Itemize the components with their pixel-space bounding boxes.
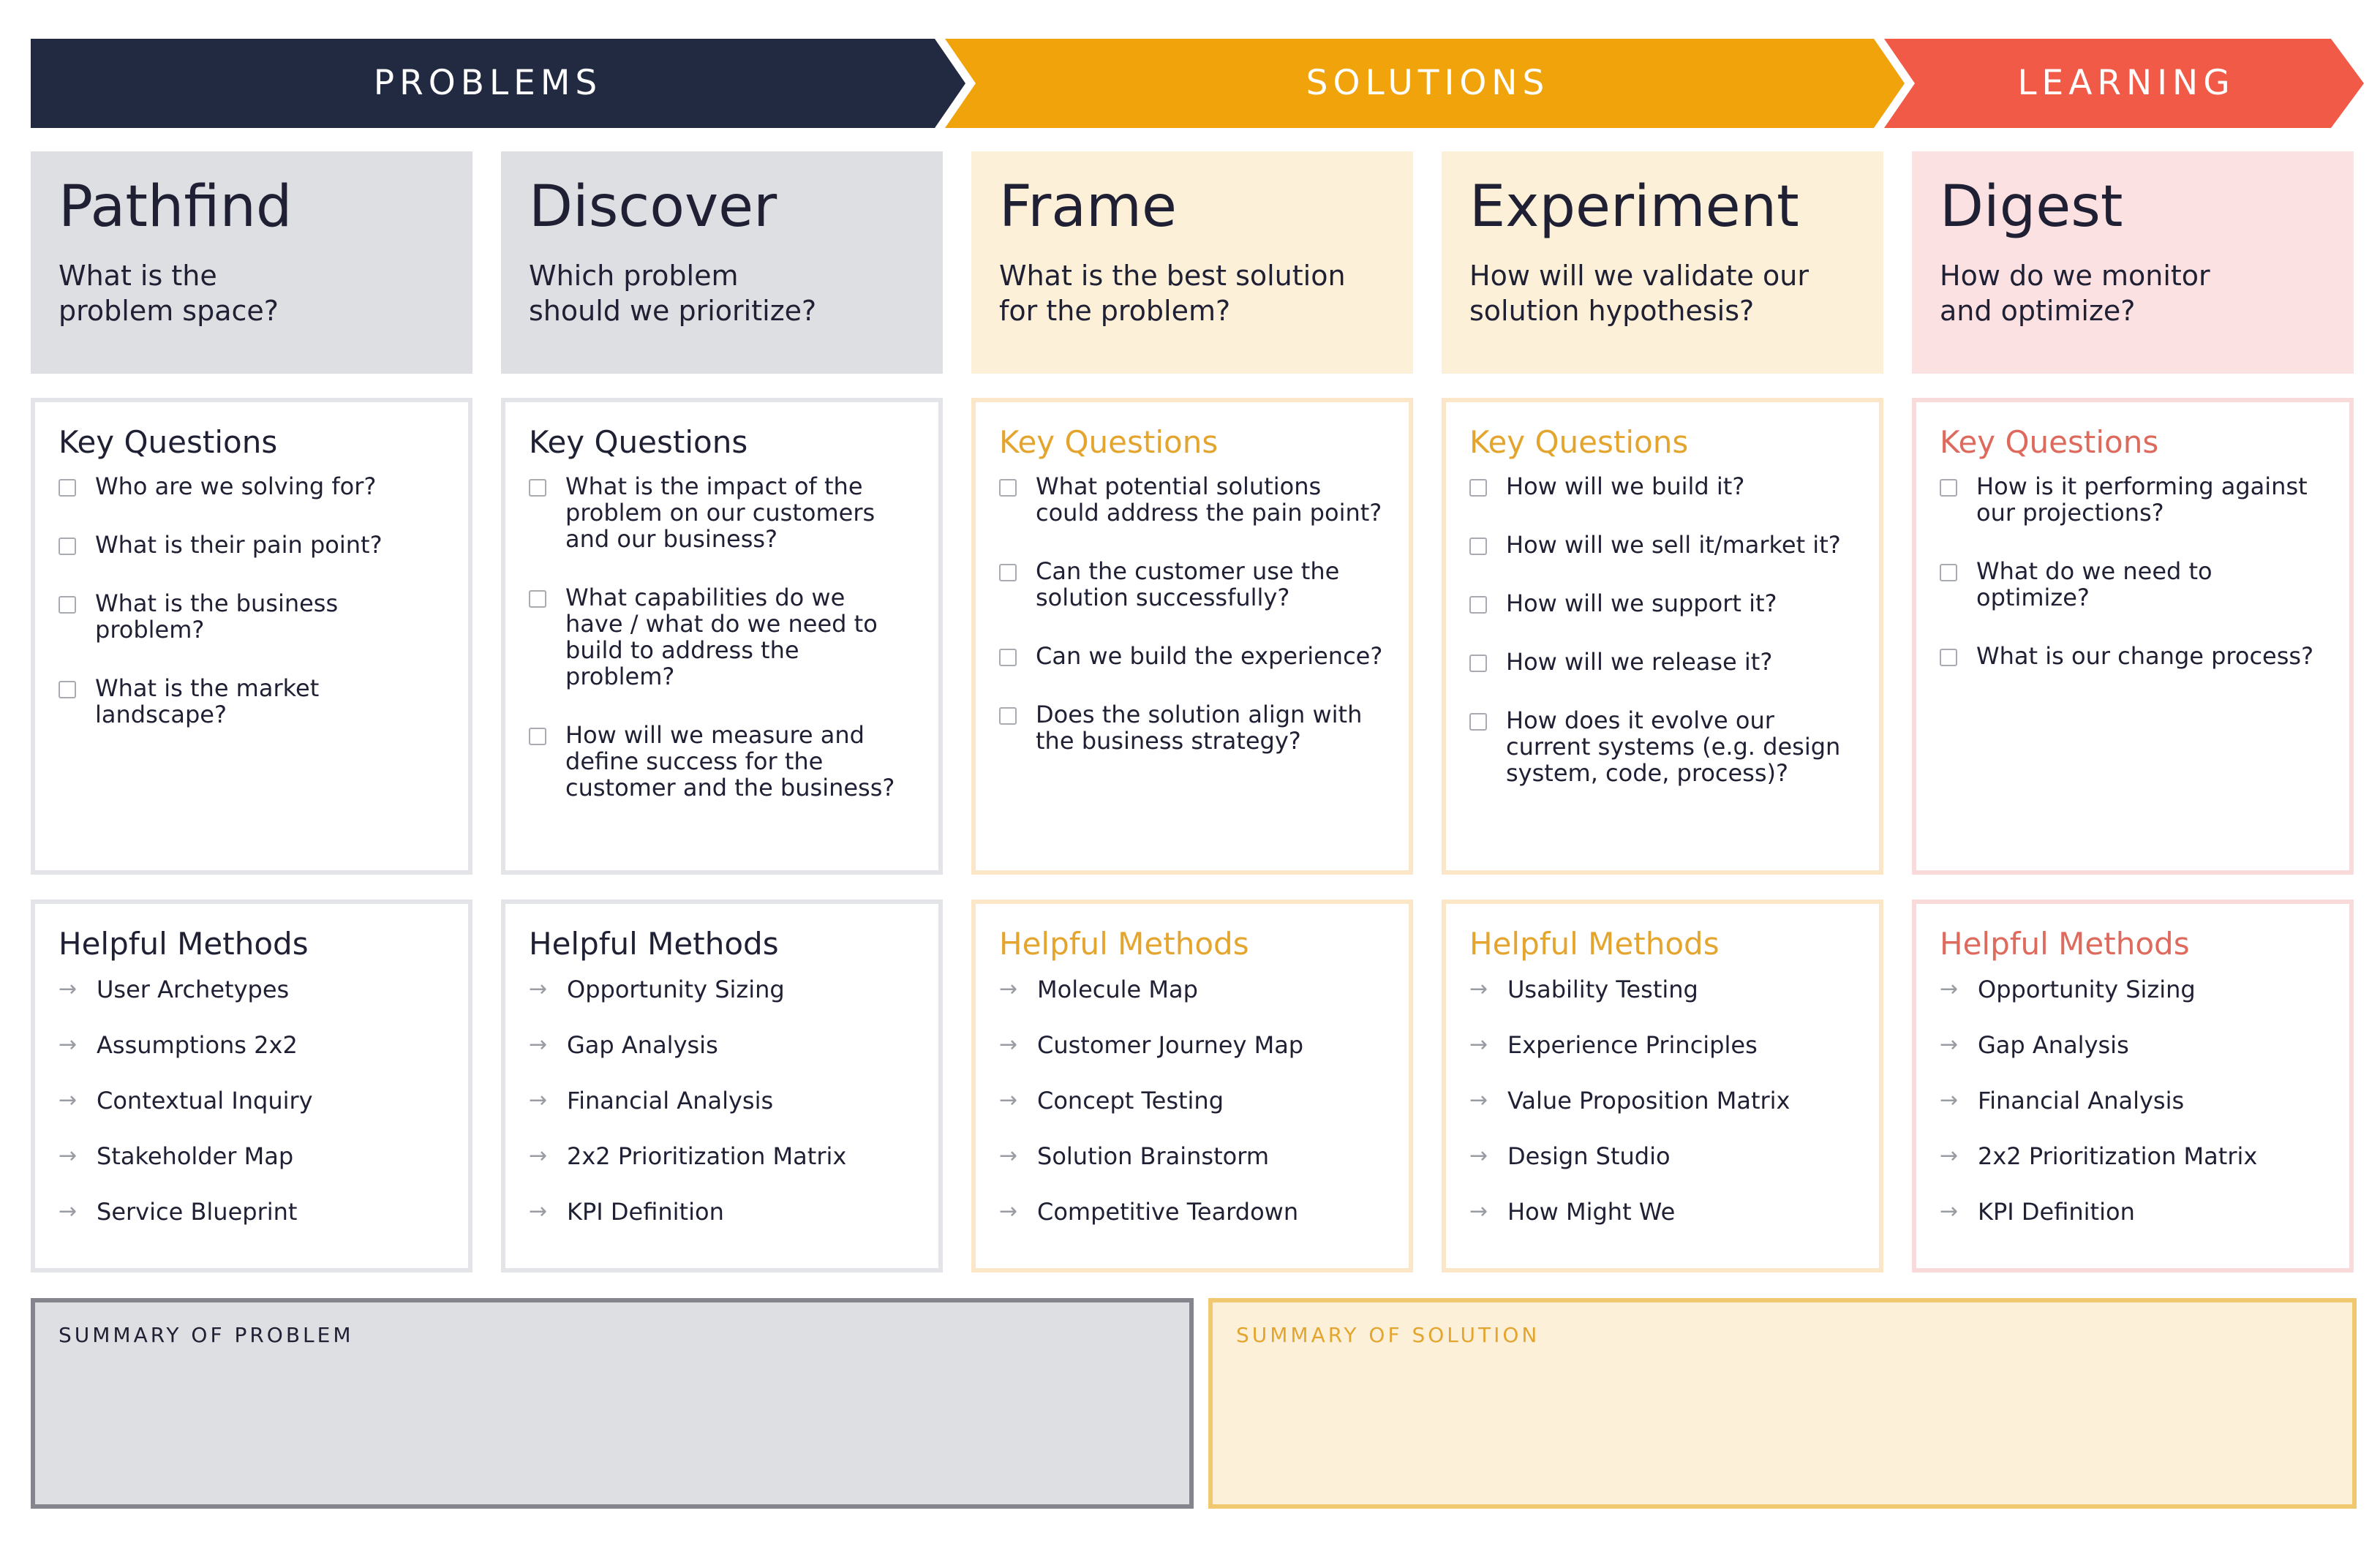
stage-subtitle: Which problem should we prioritize?: [529, 259, 817, 327]
method-item: [529, 1142, 915, 1171]
question-item: [1469, 532, 1856, 558]
stage-subtitle: How will we validate our solution hypothesis?: [1469, 259, 1809, 327]
key-questions-title: Key Questions: [1940, 424, 2159, 460]
question-text: How will we build it?: [1506, 472, 1745, 500]
phase-label-learning: LEARNING: [2017, 63, 2235, 103]
method-item: [529, 975, 915, 1004]
method-text: 2x2 Prioritization Matrix: [1978, 1142, 2258, 1170]
method-item: [529, 1197, 915, 1226]
arrow-right-icon: →: [1469, 1087, 1488, 1113]
question-text: What is the market landscape?: [95, 674, 320, 728]
method-text: Opportunity Sizing: [567, 976, 785, 1003]
question-item: [1469, 649, 1856, 675]
arrow-right-icon: →: [1469, 1199, 1488, 1224]
question-item: [529, 584, 915, 690]
method-item: [1469, 1030, 1856, 1060]
question-text: Can we build the experience?: [1036, 642, 1383, 670]
helpful-methods-card-experiment: [1442, 900, 1883, 1272]
method-item: [999, 1142, 1385, 1171]
method-text: Stakeholder Map: [97, 1142, 294, 1170]
method-item: [59, 1086, 445, 1115]
summary-label: SUMMARY OF PROBLEM: [59, 1323, 354, 1347]
stage-title: Experiment: [1469, 174, 1799, 240]
key-questions-card-experiment: [1442, 398, 1883, 875]
question-text: How will we sell it/market it?: [1506, 531, 1841, 559]
question-text: Can the customer use the solution successfully?: [1036, 557, 1340, 611]
stage-subtitle: What is the best solution for the problem?: [999, 259, 1346, 327]
question-text: How will we release it?: [1506, 648, 1773, 676]
checkbox-icon[interactable]: [59, 596, 76, 614]
method-text: 2x2 Prioritization Matrix: [567, 1142, 847, 1170]
checkbox-icon[interactable]: [999, 707, 1017, 725]
arrow-right-icon: →: [1940, 1199, 1959, 1224]
question-item: [1940, 558, 2326, 611]
arrow-right-icon: →: [529, 1087, 548, 1113]
helpful-methods-title: Helpful Methods: [1940, 926, 2190, 962]
arrow-right-icon: →: [59, 1087, 78, 1113]
method-text: Molecule Map: [1037, 976, 1198, 1003]
question-item: [59, 473, 445, 499]
summary-of-problem[interactable]: [31, 1298, 1194, 1509]
method-item: [59, 975, 445, 1004]
arrow-right-icon: →: [59, 1032, 78, 1057]
stage-header-frame: [971, 151, 1413, 374]
question-item: [529, 473, 915, 552]
question-text: How is it performing against our projections?: [1976, 472, 2308, 527]
question-item: [1940, 643, 2326, 669]
arrow-right-icon: →: [529, 1143, 548, 1169]
key-questions-title: Key Questions: [1469, 424, 1689, 460]
question-text: What is the impact of the problem on our customers and our business?: [565, 472, 875, 553]
arrow-right-icon: →: [999, 1143, 1018, 1169]
question-item: [59, 590, 445, 643]
helpful-methods-title: Helpful Methods: [999, 926, 1249, 962]
stage-title: Pathfind: [59, 174, 293, 240]
method-text: Financial Analysis: [1978, 1087, 2185, 1115]
arrow-right-icon: →: [59, 1143, 78, 1169]
stage-title: Digest: [1940, 174, 2123, 240]
key-questions-card-frame: [971, 398, 1413, 875]
question-text: What capabilities do we have / what do we need to build to address the problem?: [565, 584, 878, 690]
question-item: [529, 722, 915, 801]
stage-header-experiment: [1442, 151, 1883, 374]
phase-banner: [31, 39, 2364, 128]
arrow-right-icon: →: [999, 1032, 1018, 1057]
checkbox-icon[interactable]: [1940, 649, 1957, 666]
stage-subtitle: How do we monitor and optimize?: [1940, 259, 2210, 327]
method-item: [529, 1030, 915, 1060]
method-item: [59, 1030, 445, 1060]
key-questions-title: Key Questions: [529, 424, 748, 460]
arrow-right-icon: →: [999, 1087, 1018, 1113]
method-item: [1940, 1086, 2326, 1115]
checkbox-icon[interactable]: [1940, 479, 1957, 497]
question-text: How will we support it?: [1506, 589, 1777, 617]
method-item: [999, 1030, 1385, 1060]
checkbox-icon[interactable]: [1469, 713, 1487, 731]
stage-header-discover: [501, 151, 943, 374]
helpful-methods-card-discover: [501, 900, 943, 1272]
question-text: How will we measure and define success for the customer and the business?: [565, 721, 895, 802]
method-item: [1940, 1142, 2326, 1171]
checkbox-icon[interactable]: [999, 649, 1017, 666]
phase-label-solutions: SOLUTIONS: [1306, 63, 1550, 103]
question-item: [59, 675, 445, 728]
question-item: [59, 532, 445, 558]
checkbox-icon[interactable]: [1469, 479, 1487, 497]
arrow-right-icon: →: [999, 976, 1018, 1002]
method-item: [999, 975, 1385, 1004]
method-text: Usability Testing: [1507, 976, 1698, 1003]
method-text: Assumptions 2x2: [97, 1031, 298, 1059]
stage-header-pathfind: [31, 151, 472, 374]
key-questions-card-discover: [501, 398, 943, 875]
method-text: Concept Testing: [1037, 1087, 1224, 1115]
checkbox-icon[interactable]: [529, 728, 546, 745]
arrow-right-icon: →: [1940, 1032, 1959, 1057]
method-text: How Might We: [1507, 1198, 1676, 1226]
key-questions-card-pathfind: [31, 398, 472, 875]
method-item: [1940, 1197, 2326, 1226]
key-questions-card-digest: [1912, 398, 2354, 875]
checkbox-icon[interactable]: [999, 479, 1017, 497]
question-item: [1469, 590, 1856, 616]
method-text: Gap Analysis: [1978, 1031, 2129, 1059]
arrow-right-icon: →: [1469, 1032, 1488, 1057]
checkbox-icon[interactable]: [1469, 655, 1487, 672]
method-item: [59, 1142, 445, 1171]
method-item: [59, 1197, 445, 1226]
arrow-right-icon: →: [1940, 1143, 1959, 1169]
arrow-right-icon: →: [1940, 976, 1959, 1002]
method-item: [529, 1086, 915, 1115]
checkbox-icon[interactable]: [529, 479, 546, 497]
method-text: Contextual Inquiry: [97, 1087, 313, 1115]
question-text: How does it evolve our current systems (e.g. design system, code, process)?: [1506, 706, 1841, 787]
helpful-methods-card-pathfind: [31, 900, 472, 1272]
method-text: Opportunity Sizing: [1978, 976, 2196, 1003]
method-text: KPI Definition: [1978, 1198, 2135, 1226]
key-questions-title: Key Questions: [999, 424, 1219, 460]
checkbox-icon[interactable]: [59, 479, 76, 497]
arrow-right-icon: →: [999, 1199, 1018, 1224]
question-text: Who are we solving for?: [95, 472, 377, 500]
question-item: [1469, 473, 1856, 499]
method-item: [1469, 1086, 1856, 1115]
method-item: [999, 1086, 1385, 1115]
arrow-right-icon: →: [1469, 1143, 1488, 1169]
question-text: What is our change process?: [1976, 642, 2314, 670]
helpful-methods-card-frame: [971, 900, 1413, 1272]
arrow-right-icon: →: [59, 1199, 78, 1224]
checkbox-icon[interactable]: [529, 590, 546, 608]
helpful-methods-card-digest: [1912, 900, 2354, 1272]
question-item: [999, 643, 1385, 669]
method-text: Customer Journey Map: [1037, 1031, 1304, 1059]
question-text: Does the solution align with the business strategy?: [1036, 701, 1363, 755]
checkbox-icon[interactable]: [1940, 564, 1957, 581]
method-text: KPI Definition: [567, 1198, 724, 1226]
checkbox-icon[interactable]: [59, 538, 76, 555]
arrow-right-icon: →: [529, 1199, 548, 1224]
stage-subtitle: What is the problem space?: [59, 259, 279, 327]
summary-label: SUMMARY OF SOLUTION: [1236, 1323, 1540, 1347]
question-text: What is their pain point?: [95, 531, 383, 559]
question-item: [999, 473, 1385, 526]
helpful-methods-title: Helpful Methods: [59, 926, 309, 962]
arrow-right-icon: →: [1940, 1087, 1959, 1113]
method-text: Competitive Teardown: [1037, 1198, 1299, 1226]
method-item: [1940, 1030, 2326, 1060]
method-text: User Archetypes: [97, 976, 290, 1003]
method-item: [1469, 1142, 1856, 1171]
method-text: Value Proposition Matrix: [1507, 1087, 1790, 1115]
checkbox-icon[interactable]: [999, 564, 1017, 581]
method-text: Service Blueprint: [97, 1198, 298, 1226]
method-text: Solution Brainstorm: [1037, 1142, 1269, 1170]
question-item: [999, 701, 1385, 754]
checkbox-icon[interactable]: [59, 681, 76, 698]
stage-title: Frame: [999, 174, 1178, 240]
question-item: [1469, 707, 1856, 786]
checkbox-icon[interactable]: [1469, 596, 1487, 614]
method-text: Gap Analysis: [567, 1031, 718, 1059]
arrow-right-icon: →: [59, 976, 78, 1002]
method-text: Financial Analysis: [567, 1087, 774, 1115]
method-text: Experience Principles: [1507, 1031, 1758, 1059]
method-item: [1469, 1197, 1856, 1226]
phase-label-problems: PROBLEMS: [373, 63, 603, 103]
arrow-right-icon: →: [1469, 976, 1488, 1002]
method-item: [999, 1197, 1385, 1226]
stage-header-digest: [1912, 151, 2354, 374]
helpful-methods-title: Helpful Methods: [1469, 926, 1720, 962]
method-text: Design Studio: [1507, 1142, 1671, 1170]
method-item: [1469, 975, 1856, 1004]
question-text: What is the business problem?: [95, 589, 339, 644]
question-item: [1940, 473, 2326, 526]
question-text: What do we need to optimize?: [1976, 557, 2213, 611]
arrow-right-icon: →: [529, 976, 548, 1002]
method-item: [1940, 975, 2326, 1004]
summary-of-solution[interactable]: [1208, 1298, 2357, 1509]
key-questions-title: Key Questions: [59, 424, 278, 460]
question-text: What potential solutions could address the pain point?: [1036, 472, 1382, 527]
arrow-right-icon: →: [529, 1032, 548, 1057]
helpful-methods-title: Helpful Methods: [529, 926, 779, 962]
checkbox-icon[interactable]: [1469, 538, 1487, 555]
question-item: [999, 558, 1385, 611]
stage-title: Discover: [529, 174, 777, 240]
